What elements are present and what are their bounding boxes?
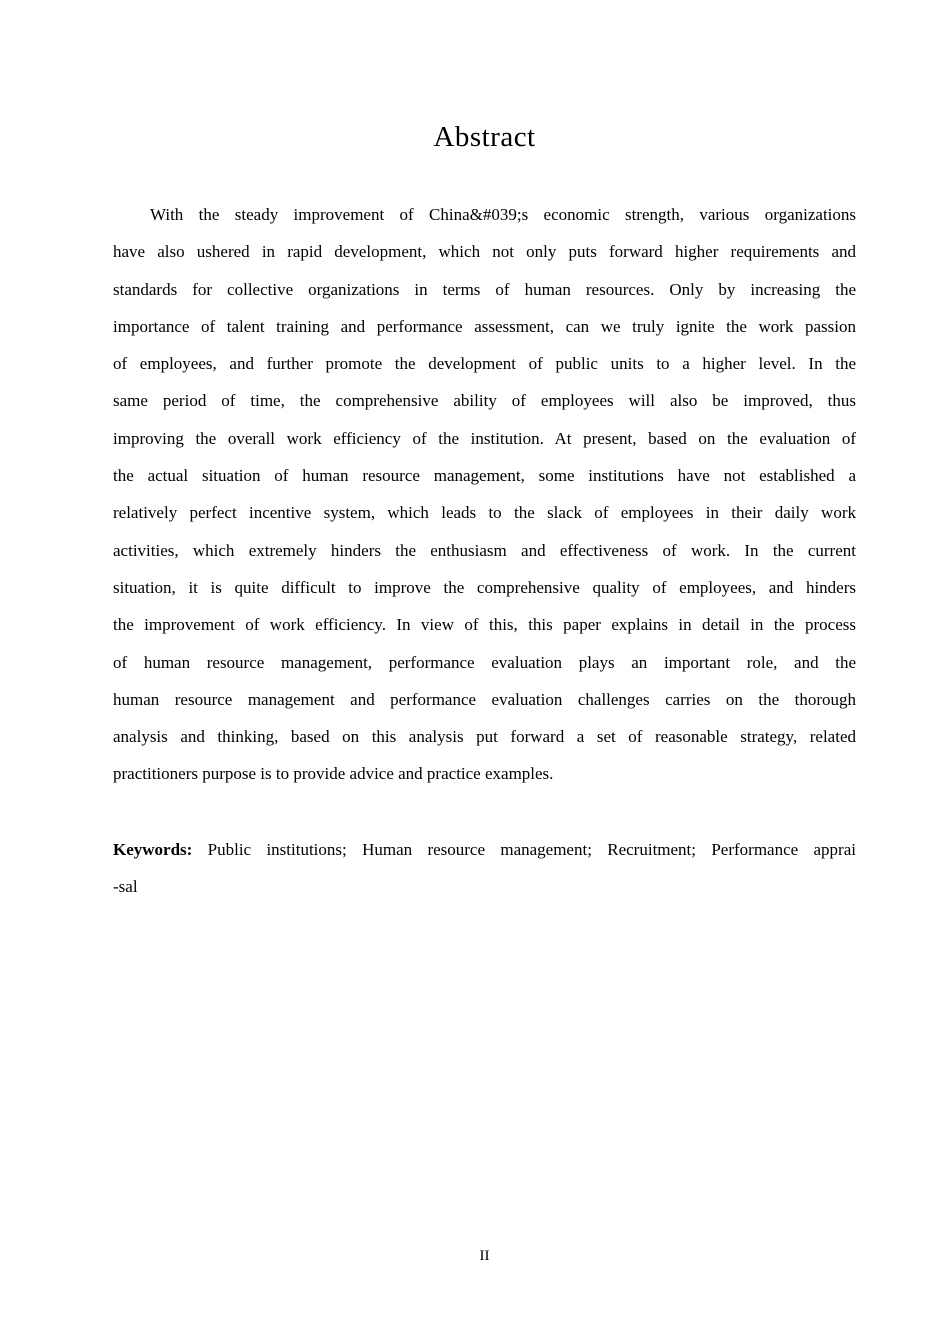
paragraph-line: relatively perfect incentive system, which leads to the slack of employees in their daily work <box>113 503 856 523</box>
paragraph-line: have also ushered in rapid development, which not only puts forward higher requirements and <box>113 242 856 262</box>
page-number: II <box>479 1248 490 1264</box>
keywords-continuation: -sal <box>113 877 138 897</box>
paragraph-line: improving the overall work efficiency of the institution. At present, based on the evaluation of <box>113 428 856 448</box>
abstract-paragraph <box>113 196 856 793</box>
paragraph-line: activities, which extremely hinders the enthusiasm and effectiveness of work. In the current <box>113 540 856 560</box>
paragraph-line: the improvement of work efficiency. In view of this, this paper explains in detail in the process <box>113 615 856 635</box>
paragraph-line: same period of time, the comprehensive ability of employees will also be improved, thus <box>113 391 856 411</box>
abstract-title: Abstract <box>433 121 536 153</box>
paragraph-line: of employees, and further promote the development of public units to a higher level. In the <box>113 354 856 374</box>
paragraph-line: the actual situation of human resource management, some institutions have not established a <box>113 466 856 486</box>
paragraph-line: With the steady improvement of China&#039;s economic strength, various organizations <box>150 205 856 224</box>
paragraph-line: practitioners purpose is to provide advice and practice examples. <box>113 764 554 784</box>
paragraph-line: situation, it is quite difficult to improve the comprehensive quality of employees, and hinders <box>113 577 856 597</box>
paragraph-line: importance of talent training and performance assessment, can we truly ignite the work passion <box>113 316 856 336</box>
keywords-line <box>113 831 856 868</box>
paragraph-line: standards for collective organizations in terms of human resources. Only by increasing the <box>113 279 856 299</box>
keywords-section <box>113 831 856 906</box>
keywords-label: Keywords: <box>113 840 193 859</box>
keywords-text: Public institutions; Human resource management; Recruitment; Performance apprai <box>192 840 856 859</box>
paragraph-line: of human resource management, performance evaluation plays an important role, and the <box>113 652 856 672</box>
paragraph-line: human resource management and performance evaluation challenges carries on the thorough <box>113 689 856 709</box>
paragraph-line: analysis and thinking, based on this analysis put forward a set of reasonable strategy, related <box>113 727 856 747</box>
